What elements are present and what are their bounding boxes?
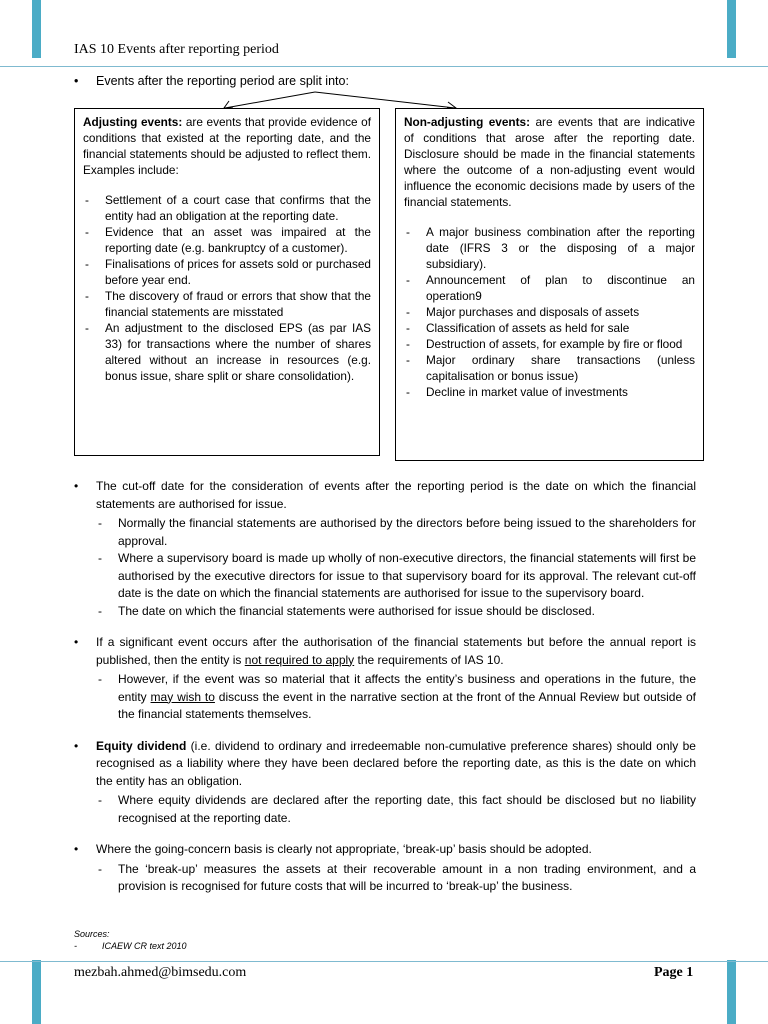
sources-note xyxy=(74,928,187,952)
non-adjusting-heading: Non-adjusting events: xyxy=(404,115,531,129)
source-item: - ICAEW CR text 2010 xyxy=(74,940,187,952)
cutoff-point xyxy=(74,478,696,620)
cutoff-text: The cut-off date for the consideration of events after the reporting period is the date on which the financial statements are authorised for issue. xyxy=(96,479,696,511)
left-accent-bar-top xyxy=(32,0,41,58)
list-item: - Classification of assets as held for sale xyxy=(404,320,695,336)
sources-label: Sources: xyxy=(74,929,110,939)
list-item: - Where a supervisory board is made up wholly of non-executive directors, the financial statements will first be authorised by the executive directors for issue to that supervisory board for its approval. The relevant cut-off date is the date on which the financial statements are authorised for issue to the supervisory board. xyxy=(96,550,696,603)
adjusting-events-box xyxy=(74,108,380,456)
list-item: - An adjustment to the disclosed EPS (as par IAS 33) for transactions where the number of shares altered without an increase in resources (e.g. bonus issue, share split or share consolidation). xyxy=(83,320,371,384)
list-item: - Decline in market value of investments xyxy=(404,384,695,400)
list-item: - Destruction of assets, for example by fire or flood xyxy=(404,336,695,352)
non-adjusting-examples-list xyxy=(404,224,695,400)
footer-email-link[interactable]: mezbah.ahmed@bimsedu.com xyxy=(74,965,247,980)
bullet-icon: • xyxy=(74,74,79,88)
list-item: - Major purchases and disposals of assets xyxy=(404,304,695,320)
cutoff-sub-list xyxy=(96,515,696,620)
intro-bullet xyxy=(74,74,349,88)
list-item: - Normally the financial statements are authorised by the directors before being issued to the shareholders for approval. xyxy=(96,515,696,550)
left-accent-bar-bottom xyxy=(32,960,41,1024)
significant-event-point xyxy=(74,634,696,724)
footer-rule xyxy=(0,961,768,962)
equity-dividend-text: Equity dividend (i.e. dividend to ordinary and irredeemable non-cumulative preference shares) should only be recognised as a liability where they have been declared before the reporting date, as this is the date on which the entity has an obligation. xyxy=(96,738,696,788)
going-concern-sub-list xyxy=(96,861,696,896)
list-item: - Announcement of plan to discontinue an operation9 xyxy=(404,272,695,304)
significant-event-text: If a significant event occurs after the authorisation of the financial statements but before the annual report is published, then the entity is not required to apply the requirements of IAS 10. xyxy=(96,635,696,667)
significant-sub-list xyxy=(96,671,696,724)
intro-text: Events after the reporting period are split into: xyxy=(96,74,349,88)
header-rule xyxy=(0,66,768,67)
going-concern-point xyxy=(74,841,696,896)
list-item: - The ‘break-up’ measures the assets at their recoverable amount in a non trading environment, and a provision is recognised for future costs that will be incurred to ‘break-up’ the business. xyxy=(96,861,696,896)
list-item: - Settlement of a court case that confirms that the entity had an obligation at the reporting date. xyxy=(83,192,371,224)
page-header-title: IAS 10 Events after reporting period xyxy=(74,42,279,57)
adjusting-heading: Adjusting events: xyxy=(83,115,183,129)
going-concern-text: Where the going-concern basis is clearly not appropriate, ‘break-up’ basis should be adopted. xyxy=(96,842,592,856)
non-adjusting-events-box xyxy=(395,108,704,461)
list-item: - The discovery of fraud or errors that show that the financial statements are misstated xyxy=(83,288,371,320)
bullet-icon: • xyxy=(74,479,79,493)
main-content xyxy=(74,478,696,910)
dividend-sub-list xyxy=(96,792,696,827)
bullet-icon: • xyxy=(74,842,79,856)
list-item: - Evidence that an asset was impaired at the reporting date (e.g. bankruptcy of a customer). xyxy=(83,224,371,256)
adjusting-examples-list xyxy=(83,192,371,384)
page-number: Page 1 xyxy=(654,965,694,980)
list-item: - A major business combination after the reporting date (IFRS 3 or the disposing of a major subsidiary). xyxy=(404,224,695,272)
list-item: - Major ordinary share transactions (unless capitalisation or bonus issue) xyxy=(404,352,695,384)
list-item: - However, if the event was so material that it affects the entity’s business and operations in the future, the entity may wish to discuss the event in the narrative section at the front of the Annual Review but outside of the financial statements themselves. xyxy=(96,671,696,724)
right-accent-bar-top xyxy=(727,0,736,58)
non-adjusting-lead: Non-adjusting events: are events that are indicative of conditions that arose after the reporting date. Disclosure should be made in the financial statements where the outcome of a non-adjusting event would influence the economic decisions made by users of the financial statements. xyxy=(404,115,696,209)
list-item: - Finalisations of prices for assets sold or purchased before year end. xyxy=(83,256,371,288)
list-item: - The date on which the financial statements were authorised for issue should be disclosed. xyxy=(96,603,696,621)
adjusting-lead: Adjusting events: are events that provide evidence of conditions that existed at the reporting date, and the financial statements should be adjusted to reflect them. Examples include: xyxy=(83,115,372,177)
bullet-icon: • xyxy=(74,635,79,649)
equity-dividend-point xyxy=(74,738,696,828)
right-accent-bar-bottom xyxy=(727,960,736,1024)
list-item: - Where equity dividends are declared after the reporting date, this fact should be disclosed but no liability recognised at the reporting date. xyxy=(96,792,696,827)
bullet-icon: • xyxy=(74,738,79,753)
